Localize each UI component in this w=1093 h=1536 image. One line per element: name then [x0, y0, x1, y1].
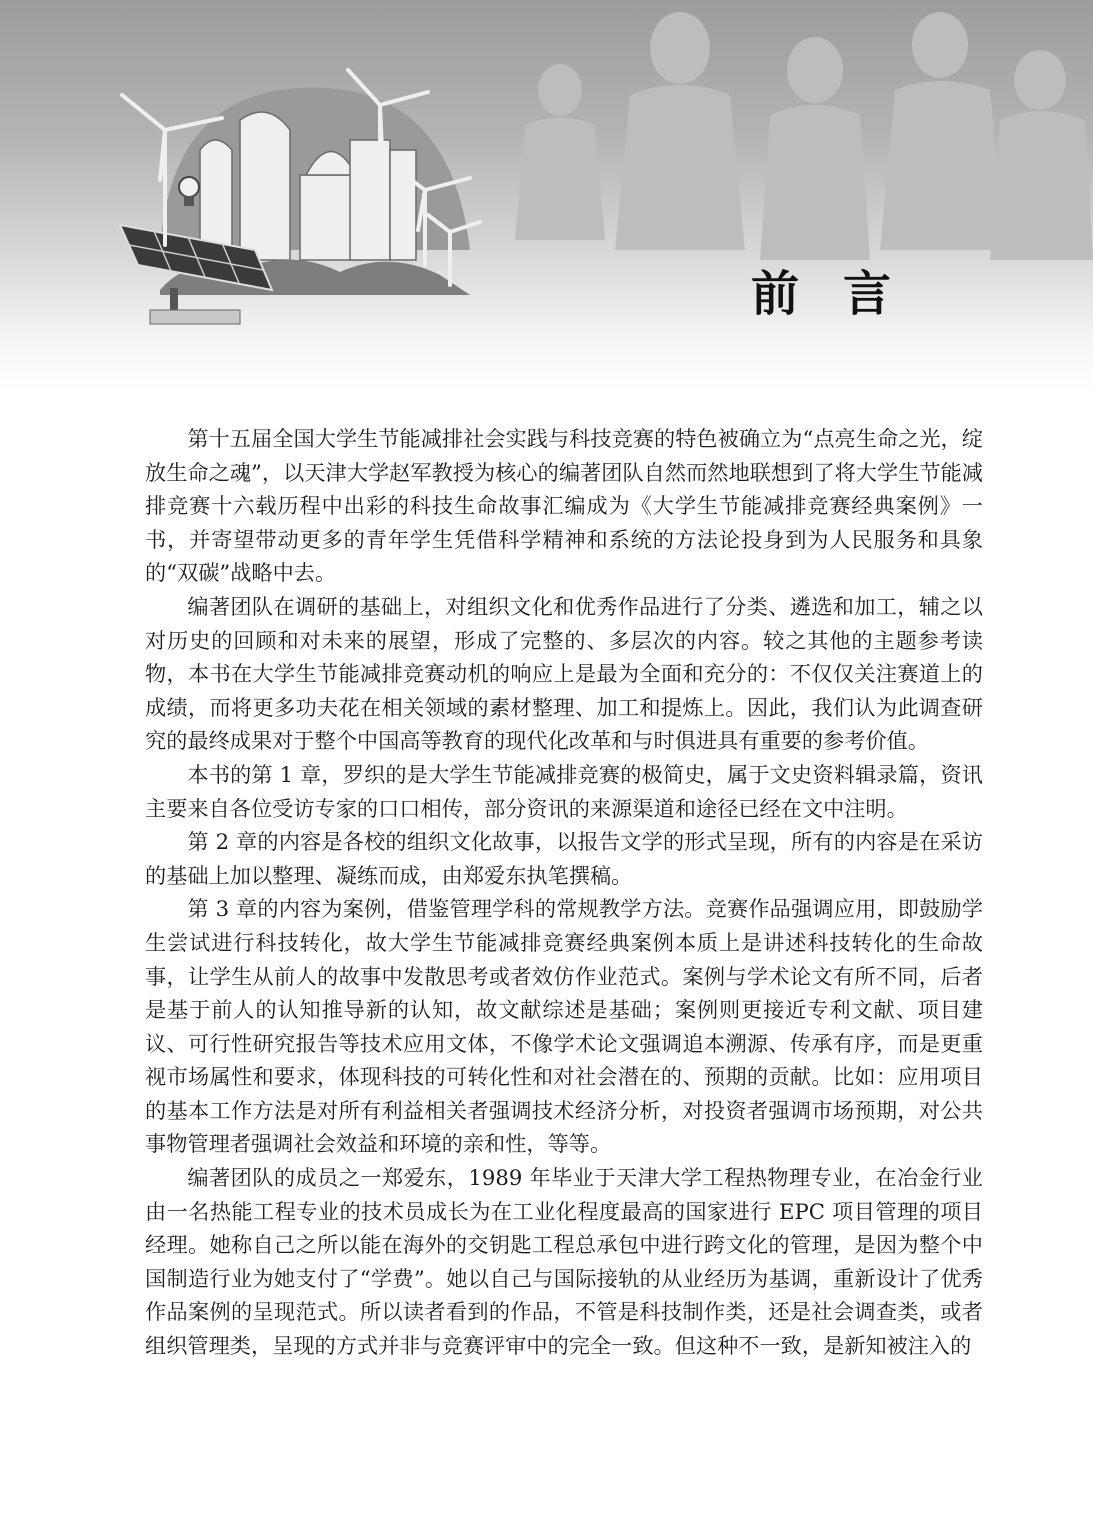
paragraph: 编著团队的成员之一郑爱东，1989 年毕业于天津大学工程热物理专业，在冶金行业由一名热能工程专业的技术员成长为在工业化程度最高的国家进行 EPC 项目管理的项目经理。她称自己之所以能在海外的交钥匙工程总承包中进行跨文化的管理，是因为整个中国制造行业为她支付了“学费”。她以自己与国际接轨的从业经历为基调，重新设计了优秀作品案例的呈现范式。所以读者看到的作品，不管是科技制作类，还是社会调查类，或者组织管理类，呈现的方式并非与竞赛评审中的完全一致。但这种不一致，是新知被注入的	[145, 1165, 983, 1359]
paragraph: 第 3 章的内容为案例，借鉴管理学科的常规教学方法。竞赛作品强调应用，即鼓励学生尝试进行科技转化，故大学生节能减排竞赛经典案例本质上是讲述科技转化的生命故事，让学生从前人的故事中发散思考或者效仿作业范式。案例与学术论文有所不同，后者是基于前人的认知推导新的认知，故文献综述是基础；案例则更接近专利文献、项目建议、可行性研究报告等技术应用文体，不像学术论文强调追本溯源、传承有序，而是更重视市场属性和要求，体现科技的可转化性和对社会潜在的、预期的贡献。比如：应用项目的基本工作方法是对所有利益相关者强调技术经济分析，对投资者强调市场预期，对公共事物管理者强调社会效益和环境的亲和性，等等。	[145, 896, 983, 1157]
page-title: 前言	[750, 266, 935, 322]
paragraph: 编著团队在调研的基础上，对组织文化和优秀作品进行了分类、遴选和加工，辅之以对历史的回顾和对未来的展望，形成了完整的、多层次的内容。较之其他的主题参考读物，本书在大学生节能减排竞赛动机的响应上是最为全面和充分的：不仅仅关注赛道上的成绩，而将更多功夫花在相关领域的素材整理、加工和提炼上。因此，我们认为此调查研究的最终成果对于整个中国高等教育的现代化改革和与时俱进具有重要的参考价值。	[145, 593, 983, 754]
preface-body	[145, 422, 983, 1363]
paragraph: 本书的第 1 章，罗织的是大学生节能减排竞赛的极简史，属于文史资料辑录篇，资讯主要来自各位受访专家的口口相传，部分资讯的来源渠道和途径已经在文中注明。	[145, 761, 983, 821]
people-silhouettes	[515, 12, 1093, 260]
header-banner	[0, 0, 1093, 390]
paragraph: 第 2 章的内容是各校的组织文化故事，以报告文学的形式呈现，所有的内容是在采访的基础上加以整理、凝练而成，由郑爱东执笔撰稿。	[145, 829, 983, 888]
paragraph: 第十五届全国大学生节能减排社会实践与科技竞赛的特色被确立为“点亮生命之光，绽放生命之魂”，以天津大学赵军教授为核心的编著团队自然而然地联想到了将大学生节能减排竞赛十六载历程中出彩的科技生命故事汇编成为《大学生节能减排竞赛经典案例》一书，并寄望带动更多的青年学生凭借科学精神和系统的方法论投身到为人民服务和具象的“双碳”战略中去。	[145, 426, 983, 586]
header-illustration	[0, 0, 1093, 390]
